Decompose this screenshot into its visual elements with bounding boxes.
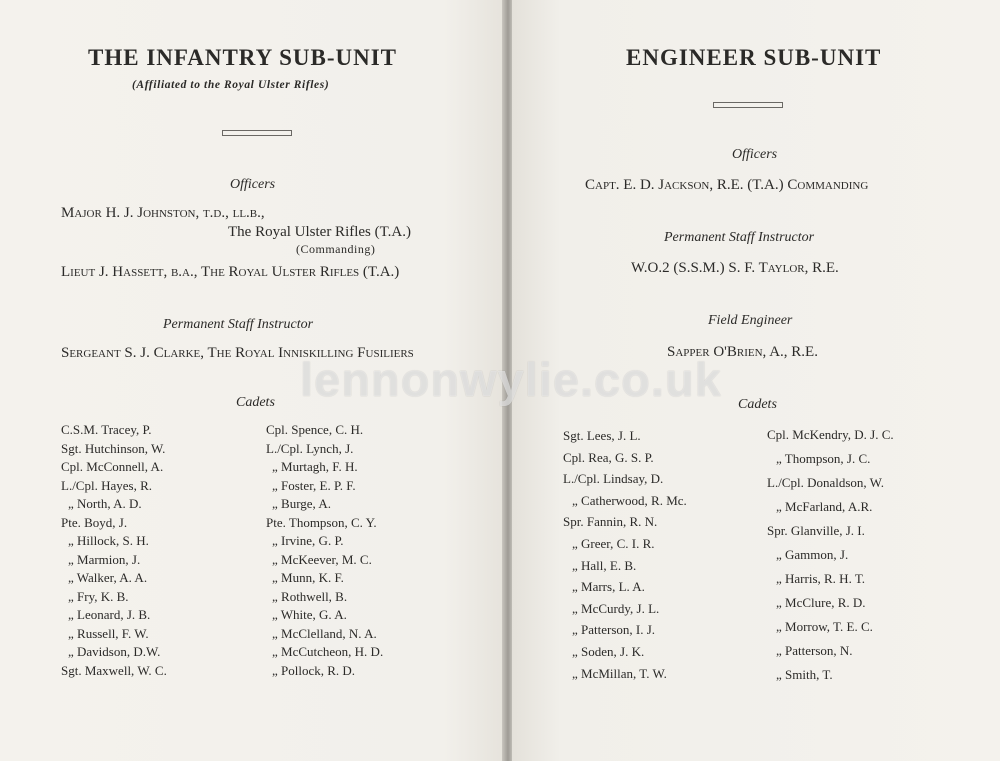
cadet-entry: „ Gammon, J. (776, 547, 849, 562)
officer-johnston-line1: Major H. J. Johnston, t.d., ll.b., (61, 205, 265, 221)
cadet-entry: „ Hall, E. B. (572, 557, 637, 573)
cadet-entry: Spr. Fannin, R. N. (563, 514, 658, 530)
cadet-entry: „ Greer, C. I. R. (572, 536, 655, 551)
cadet-entry: Cpl. Spence, C. H. (266, 422, 364, 437)
cadet-entry: „ Thompson, J. C. (776, 451, 871, 466)
cadet-entry: „ Davidson, D.W. (68, 644, 161, 659)
cadet-entry: „ McClelland, N. A. (272, 625, 377, 641)
title-rule (222, 130, 292, 136)
cadet-entry: L./Cpl. Donaldson, W. (767, 475, 885, 490)
cadet-entry: „ Hillock, S. H. (68, 533, 149, 548)
officer-johnston-line3: (Commanding) (296, 242, 376, 256)
cadet-entry: „ Foster, E. P. F. (272, 477, 356, 493)
cadet-entry: „ Patterson, I. J. (572, 622, 656, 638)
officer-hassett: Lieut J. Hassett, b.a., The Royal Ulster Rifles (T.A.) (61, 264, 400, 280)
officers-heading: Officers (732, 147, 778, 162)
cadet-entry: „ McFarland, A.R. (776, 499, 873, 514)
cadet-entry: „ Marrs, L. A. (572, 579, 645, 595)
cadet-entry: „ Walker, A. A. (68, 570, 148, 585)
psi-taylor: W.O.2 (S.S.M.) S. F. Taylor, R.E. (631, 260, 839, 276)
cadet-entry: „ Marmion, J. (68, 551, 141, 567)
cadet-entry: „ White, G. A. (272, 607, 347, 622)
cadets-heading: Cadets (738, 397, 777, 412)
psi-heading: Permanent Staff Instructor (163, 317, 314, 332)
cadet-entry: „ McCurdy, J. L. (572, 600, 660, 616)
cadet-entry: L./Cpl. Lindsay, D. (563, 471, 664, 487)
cadet-entry: „ Irvine, G. P. (272, 533, 344, 548)
cadet-entry: „ Leonard, J. B. (68, 607, 151, 622)
field-engineer-obrien: Sapper O'Brien, A., R.E. (667, 344, 818, 360)
cadet-entry: Cpl. Rea, G. S. P. (563, 449, 654, 465)
cadet-entry: „ Fry, K. B. (68, 588, 129, 604)
cadet-entry: Spr. Glanville, J. I. (767, 523, 865, 538)
infantry-title: THE INFANTRY SUB-UNIT (88, 45, 398, 70)
cadet-entry: „ Soden, J. K. (572, 644, 645, 659)
cadet-entry: Pte. Thompson, C. Y. (266, 514, 377, 530)
cadet-entry: Pte. Boyd, J. (61, 514, 128, 530)
cadet-entry: „ Morrow, T. E. C. (776, 619, 873, 634)
cadet-entry: „ Rothwell, B. (272, 588, 348, 604)
infantry-subtitle: (Affiliated to the Royal Ulster Rifles) (132, 79, 330, 91)
cadet-entry: „ Pollock, R. D. (272, 662, 356, 678)
officer-johnston-line2: The Royal Ulster Rifles (T.A.) (228, 224, 412, 240)
watermark: lennonwylie.co.uk (300, 353, 722, 406)
field-engineer-heading: Field Engineer (708, 313, 793, 328)
psi-heading: Permanent Staff Instructor (664, 230, 815, 245)
officers-heading: Officers (230, 177, 276, 192)
cadet-entry: „ Russell, F. W. (68, 625, 149, 641)
engineer-title: ENGINEER SUB-UNIT (626, 45, 882, 70)
cadet-entry: L./Cpl. Hayes, R. (61, 477, 152, 493)
cadet-entry: C.S.M. Tracey, P. (61, 422, 152, 437)
cadet-entry: Sgt. Hutchinson, W. (61, 440, 166, 456)
cadet-entry: Cpl. McKendry, D. J. C. (767, 427, 894, 442)
cadet-entry: „ Munn, K. F. (272, 570, 344, 585)
cadet-entry: Sgt. Maxwell, W. C. (61, 662, 167, 678)
cadet-entry: „ Murtagh, F. H. (272, 459, 358, 474)
cadet-entry: „ McClure, R. D. (776, 595, 866, 610)
psi-clarke: Sergeant S. J. Clarke, The Royal Inniskilling Fusiliers (61, 345, 414, 361)
cadets-heading: Cadets (236, 395, 275, 410)
cadet-entry: L./Cpl. Lynch, J. (266, 440, 354, 456)
cadet-entry: Sgt. Lees, J. L. (563, 428, 641, 443)
cadet-entry: „ McKeever, M. C. (272, 551, 372, 567)
cadet-entry: „ McMillan, T. W. (572, 665, 667, 681)
cadet-entry: „ Catherwood, R. Mc. (572, 492, 687, 508)
cadet-entry: Cpl. McConnell, A. (61, 459, 164, 474)
cadet-entry: „ North, A. D. (68, 496, 142, 511)
officer-jackson: Capt. E. D. Jackson, R.E. (T.A.) Commanding (585, 177, 869, 193)
title-rule (713, 102, 783, 108)
cadet-entry: „ Patterson, N. (776, 643, 853, 658)
cadet-entry: „ Smith, T. (776, 667, 833, 682)
cadet-entry: „ Harris, R. H. T. (776, 571, 866, 586)
cadet-entry: „ Burge, A. (272, 496, 331, 511)
cadet-entry: „ McCutcheon, H. D. (272, 644, 384, 659)
